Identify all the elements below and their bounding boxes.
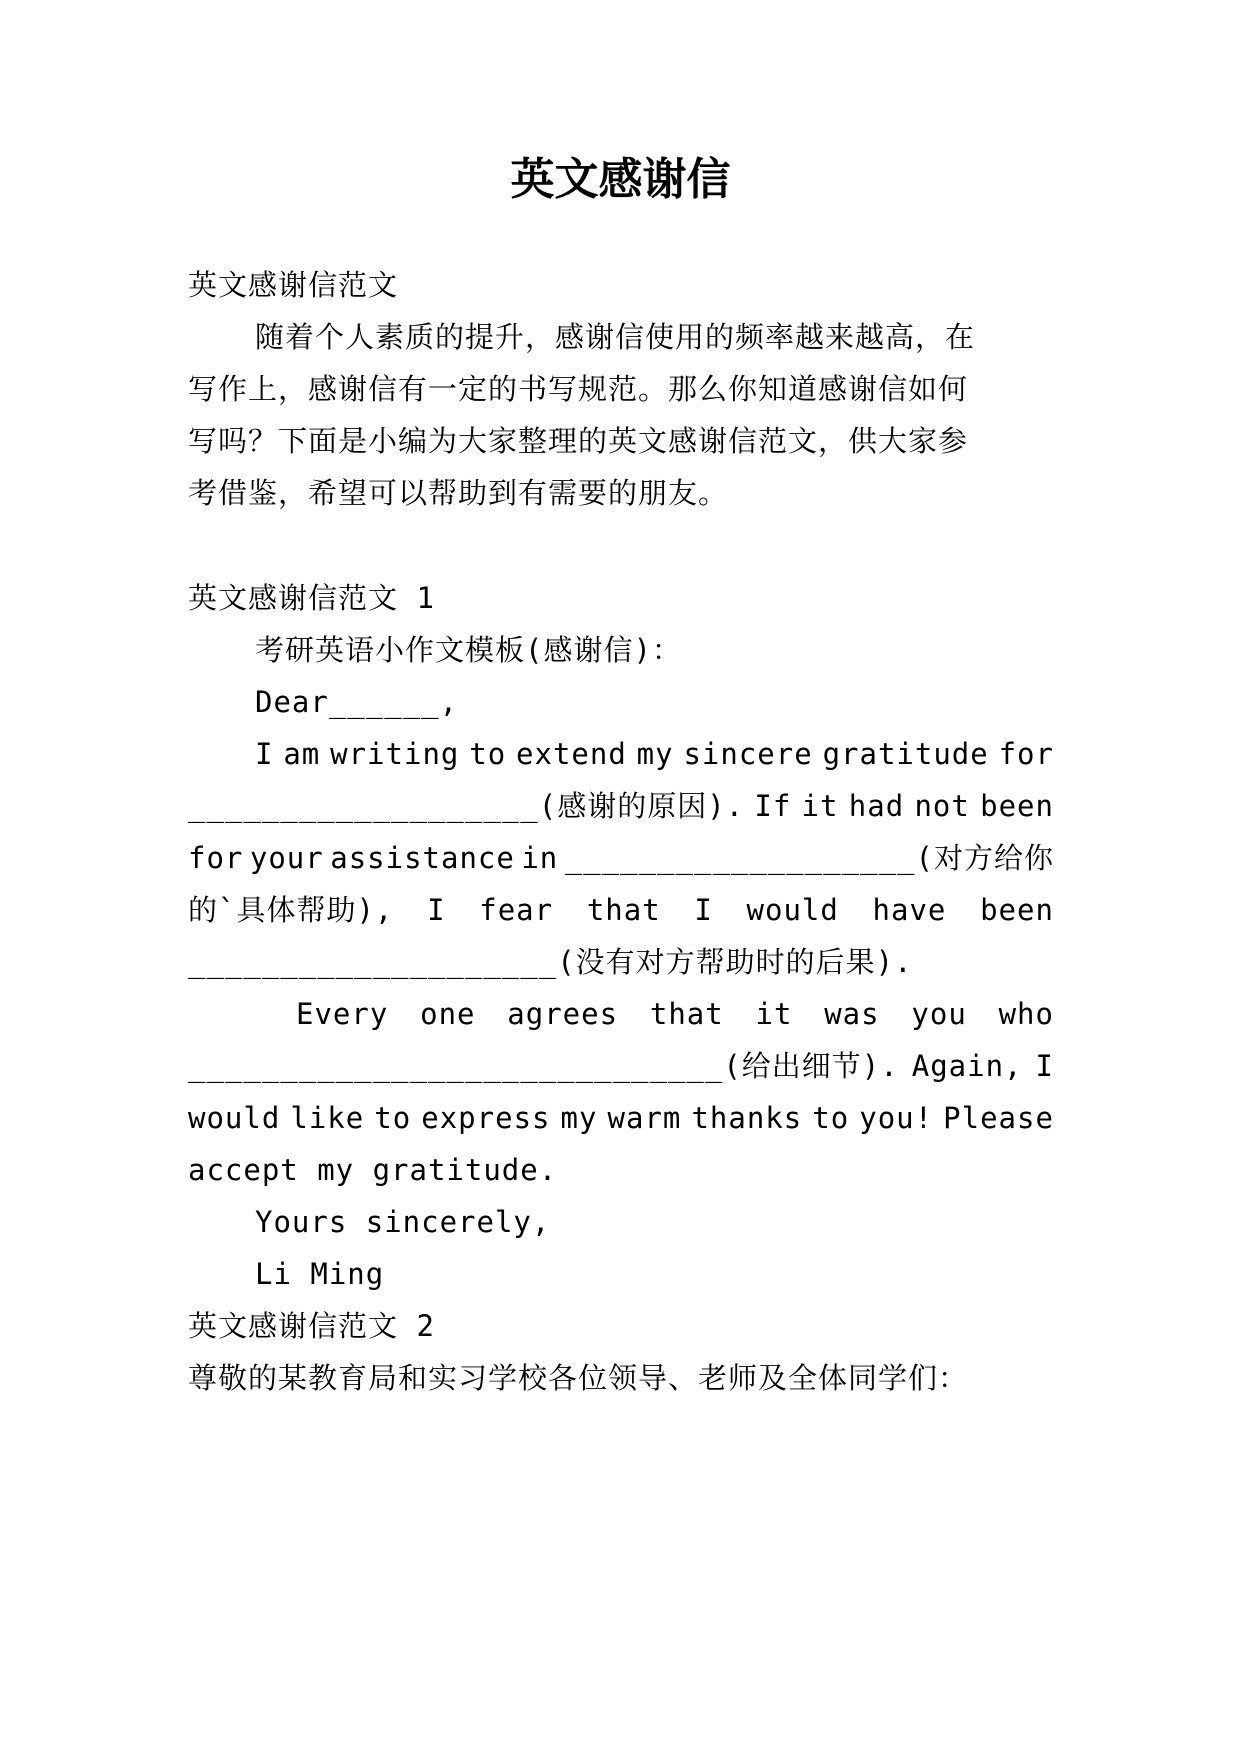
body-word: in bbox=[521, 841, 559, 875]
body-word: was bbox=[824, 997, 880, 1031]
body-word: like bbox=[290, 1101, 365, 1135]
body-word: to bbox=[812, 1101, 850, 1135]
body-word: extend bbox=[516, 737, 627, 771]
sample2-first-line: 尊敬的某教育局和实习学校各位领导、老师及全体同学们： bbox=[188, 1361, 969, 1395]
body-word: to bbox=[374, 1101, 412, 1135]
body-word: it bbox=[801, 789, 839, 823]
body-word: I bbox=[694, 893, 713, 927]
body-word: thanks bbox=[691, 1101, 803, 1135]
body-word: one bbox=[420, 997, 476, 1031]
sample2-heading: 英文感谢信范文 2 bbox=[188, 1309, 435, 1343]
body-word: accept my gratitude. bbox=[188, 1153, 558, 1187]
body-word: gratitude bbox=[822, 737, 989, 771]
body-line-5 bbox=[188, 942, 1054, 982]
body-line-2 bbox=[188, 786, 1054, 826]
intro-line-4: 考借鉴，希望可以帮助到有需要的朋友。 bbox=[188, 476, 729, 510]
body-word: have bbox=[872, 893, 947, 927]
page-title: 英文感谢信 bbox=[510, 154, 731, 205]
body-word: sincere bbox=[683, 737, 813, 771]
body-word: I bbox=[1035, 1049, 1054, 1083]
body-line-8 bbox=[188, 1098, 1054, 1138]
sample1-heading: 英文感谢信范文 1 bbox=[188, 581, 435, 615]
intro-line-2: 写作上，感谢信有一定的书写规范。那么你知道感谢信如何 bbox=[188, 372, 969, 406]
body-word: not bbox=[914, 789, 970, 823]
body-word: warm bbox=[607, 1101, 682, 1135]
body-word: I bbox=[427, 893, 446, 927]
body-word: you! bbox=[859, 1101, 934, 1135]
body-word: you bbox=[911, 997, 967, 1031]
intro-line-1 bbox=[255, 317, 1054, 357]
body-word: Again, bbox=[911, 1049, 1023, 1083]
body-word: that bbox=[649, 997, 724, 1031]
body-word: _____________________________(给出细节). bbox=[188, 1049, 899, 1083]
body-word: If bbox=[754, 789, 792, 823]
body-word: it bbox=[755, 997, 793, 1031]
body-word: would bbox=[188, 1101, 281, 1135]
signature: Li Ming bbox=[255, 1257, 385, 1291]
intro-line-1-text: 随着个人素质的提升，感谢信使用的频率越来越高，在 bbox=[255, 320, 976, 354]
body-word: ____________________(没有对方帮助时的后果). bbox=[188, 945, 913, 979]
body-word: am bbox=[283, 737, 321, 771]
body-word: my bbox=[636, 737, 674, 771]
body-word: writing bbox=[330, 737, 460, 771]
body-word: ___________________(感谢的原因). bbox=[188, 789, 745, 823]
body-word: for bbox=[188, 841, 244, 875]
body-word: I bbox=[255, 737, 274, 771]
body-line-7 bbox=[188, 1046, 1054, 1086]
body-word: fear bbox=[479, 893, 554, 927]
body-word: agrees bbox=[507, 997, 619, 1031]
body-word: express bbox=[421, 1101, 551, 1135]
body-word: assistance bbox=[330, 841, 515, 875]
body-word: been bbox=[980, 789, 1054, 823]
intro-line-3: 写吗？下面是小编为大家整理的英文感谢信范文，供大家参 bbox=[188, 424, 969, 458]
salutation: Dear______, bbox=[255, 685, 459, 719]
closing: Yours sincerely, bbox=[255, 1205, 551, 1239]
body-word: that bbox=[586, 893, 661, 927]
body-word: your bbox=[249, 841, 324, 875]
body-line-3 bbox=[188, 838, 1054, 878]
body-word: ___________________(对方给你 bbox=[564, 841, 1054, 875]
body-line-6 bbox=[296, 994, 1054, 1034]
body-word: Every bbox=[296, 997, 389, 1031]
body-word: for bbox=[998, 737, 1054, 771]
body-word: my bbox=[560, 1101, 598, 1135]
body-word: 的`具体帮助), bbox=[188, 893, 394, 927]
intro-heading: 英文感谢信范文 bbox=[188, 268, 399, 302]
sample1-subtitle: 考研英语小作文模板(感谢信)： bbox=[255, 633, 682, 667]
body-word: had bbox=[848, 789, 905, 823]
body-line-9 bbox=[188, 1150, 1054, 1190]
body-line-4 bbox=[188, 890, 1054, 930]
body-line-1 bbox=[255, 734, 1054, 774]
body-word: would bbox=[746, 893, 839, 927]
body-word: been bbox=[980, 893, 1054, 927]
body-word: Please bbox=[943, 1101, 1054, 1135]
body-word: who bbox=[998, 997, 1054, 1031]
body-word: to bbox=[469, 737, 507, 771]
